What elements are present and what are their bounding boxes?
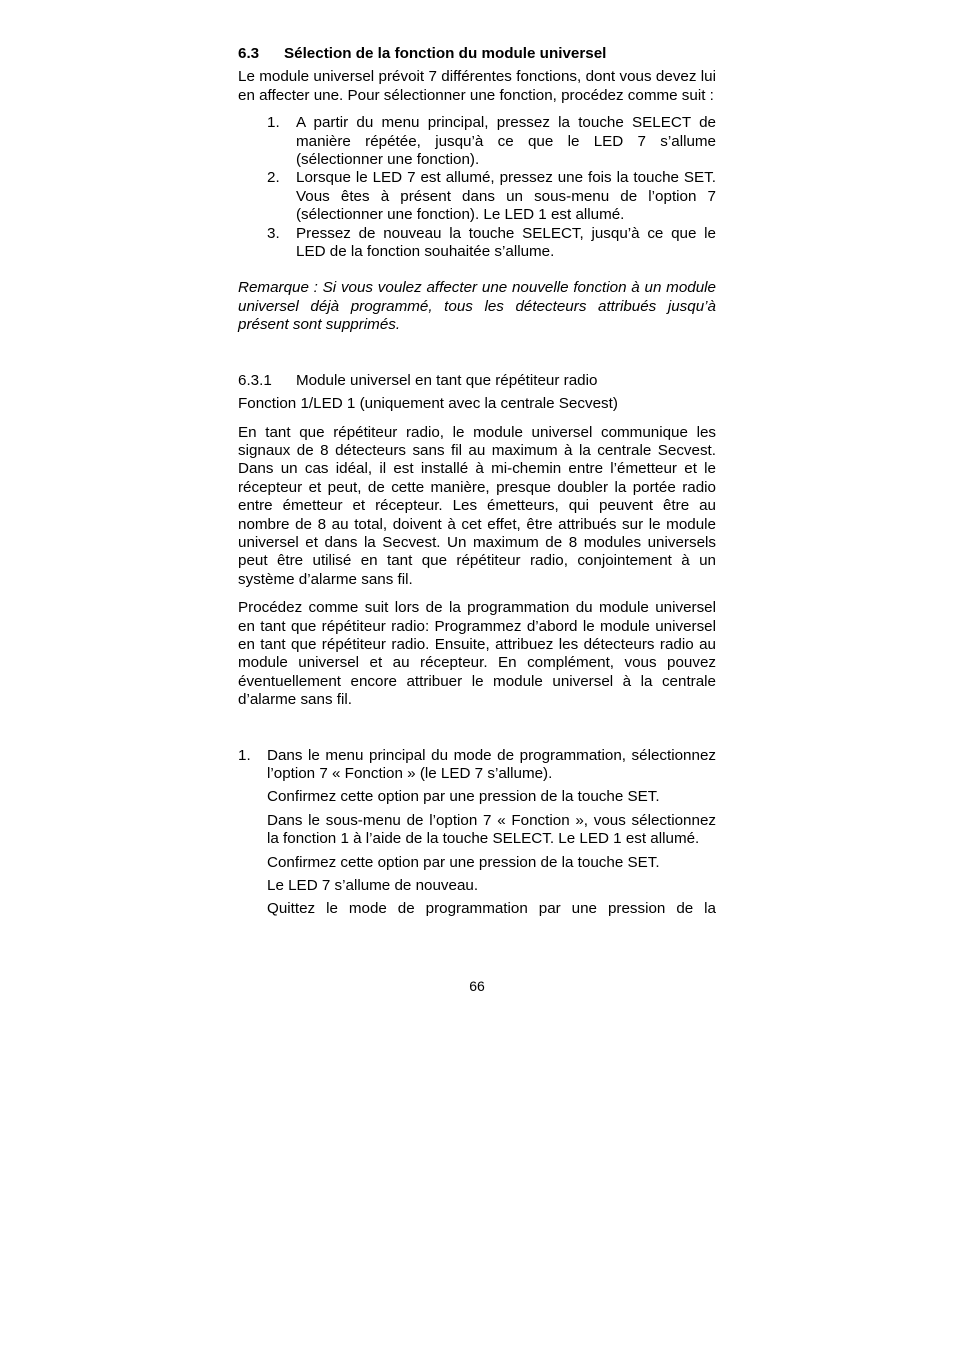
step-number: 3.: [267, 224, 280, 242]
list-item: [267, 114, 716, 169]
item-line: Le LED 7 s’allume de nouveau.: [267, 877, 479, 895]
item-line: Quittez le mode de programmation par une pression de la: [267, 900, 716, 918]
item-line: Confirmez cette option par une pression de la touche SET.: [267, 853, 660, 871]
step-number: 1.: [267, 114, 280, 132]
item-number: 1.: [238, 746, 251, 764]
step-text: Pressez de nouveau la touche SELECT, jusqu’à ce que le LED de la fonction souhaitée s’allume.: [296, 224, 716, 261]
subsection-number: 6.3.1: [238, 371, 272, 389]
document-page: [238, 45, 716, 924]
section-heading: [238, 45, 716, 63]
list-item: [267, 169, 716, 224]
remark-note: Remarque : Si vous voulez affecter une nouvelle fonction à un module universel déjà programmé, tous les détecteurs attribués jusqu’à présent sont supprimés.: [238, 279, 716, 334]
step-number: 2.: [267, 169, 280, 187]
list-item: [267, 225, 716, 262]
item-line: Confirmez cette option par une pression de la touche SET.: [267, 788, 660, 806]
section-intro: Le module universel prévoit 7 différentes fonctions, dont vous devez lui en affecter une. Pour sélectionner une fonction, procédez comme suit :: [238, 68, 716, 104]
subsection-title: Module universel en tant que répétiteur radio: [296, 371, 598, 389]
procedure-item: [238, 747, 716, 924]
step-list: [238, 114, 716, 261]
item-line: Dans le menu principal du mode de programmation, sélectionnez l’option 7 « Fonction » (le LED 7 s’allume).: [267, 746, 716, 782]
page-number: 66: [469, 978, 485, 994]
section-number: 6.3: [238, 45, 260, 62]
step-text: A partir du menu principal, pressez la touche SELECT de manière répétée, jusqu’à ce que le LED 7 s’allume (sélectionner une fonction).: [296, 114, 716, 169]
function-line: Fonction 1/LED 1 (uniquement avec la centrale Secvest): [238, 395, 618, 413]
item-body: [267, 747, 716, 924]
item-line: Dans le sous-menu de l’option 7 « Fonction », vous sélectionnez la fonction 1 à l’aide de la touche SELECT. Le LED 1 est allumé.: [267, 811, 716, 848]
step-text: Lorsque le LED 7 est allumé, pressez une fois la touche SET. Vous êtes à présent dans un sous-menu de l’option 7 (sélectionner une fonction). Le LED 1 est allumé.: [296, 169, 716, 224]
subsection-heading: [238, 372, 716, 390]
paragraph: En tant que répétiteur radio, le module universel communique les signaux de 8 détecteurs sans fil au maximum à la centrale Secvest. Dans un cas idéal, il est installé à mi-chemin entre l’émetteur et le récepteur et peut, de cette manière, presque doubler la portée radio entre émetteur et récepteur. Les émetteurs, qui peuvent être au nombre de 8 au total, doivent à cet effet, être attribués sur le module universel et dans la Secvest. Un maximum de 8 modules universels peut être utilisé en tant que répétiteur radio, conjointement à un système d’alarme sans fil.: [238, 423, 716, 588]
section-title: Sélection de la fonction du module universel: [284, 45, 607, 62]
paragraph: Procédez comme suit lors de la programmation du module universel en tant que répétiteur radio: Programmez d’abord le module universel en tant que répétiteur radio. Ensuite, attribuez les détecteurs radio au module universel et au récepteur. En complément, vous pouvez éventuellement encore attribuer le module universel à la centrale d’alarme sans fil.: [238, 599, 716, 709]
